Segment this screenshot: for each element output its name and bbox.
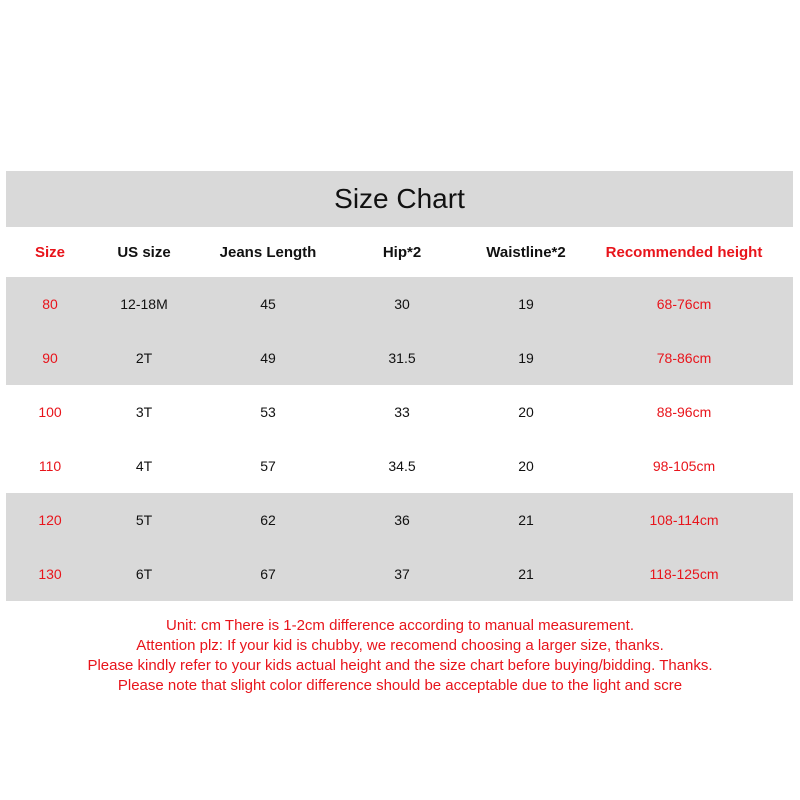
header-waistline: Waistline*2 xyxy=(486,243,566,261)
table-header xyxy=(6,227,793,277)
hip-cell: 34.5 xyxy=(388,458,416,474)
table-row xyxy=(6,277,793,331)
waistline-cell: 19 xyxy=(518,350,534,366)
hip-cell: 37 xyxy=(394,566,410,582)
note-unit: Unit: cm There is 1-2cm difference according to manual measurement. xyxy=(166,617,634,634)
table-row xyxy=(6,439,793,493)
height-cell: 68-76cm xyxy=(656,296,712,312)
us-size-cell: 2T xyxy=(135,350,153,366)
height-cell: 88-96cm xyxy=(656,404,712,420)
us-size-cell: 4T xyxy=(135,458,153,474)
chart-title xyxy=(6,171,793,227)
hip-cell: 31.5 xyxy=(388,350,416,366)
height-cell: 78-86cm xyxy=(656,350,712,366)
us-size-cell: 6T xyxy=(135,566,153,582)
size-chart xyxy=(6,171,793,601)
hip-cell: 36 xyxy=(394,512,410,528)
size-cell: 110 xyxy=(38,458,62,474)
height-cell: 118-125cm xyxy=(649,566,719,582)
table-row xyxy=(6,331,793,385)
jeans-length-cell: 53 xyxy=(260,404,276,420)
note-attention: Attention plz: If your kid is chubby, we recomend choosing a larger size, thanks. xyxy=(136,637,664,654)
header-recommended-height: Recommended height xyxy=(605,243,763,261)
waistline-cell: 20 xyxy=(518,404,534,420)
height-cell: 98-105cm xyxy=(652,458,716,474)
size-cell: 130 xyxy=(38,566,62,582)
hip-cell: 30 xyxy=(394,296,410,312)
size-cell: 80 xyxy=(42,296,58,312)
us-size-cell: 3T xyxy=(135,404,153,420)
header-jeans-length: Jeans Length xyxy=(219,243,317,261)
hip-cell: 33 xyxy=(394,404,410,420)
header-size: Size xyxy=(34,243,65,261)
table-row xyxy=(6,493,793,547)
waistline-cell: 21 xyxy=(518,512,534,528)
note-refer: Please kindly refer to your kids actual height and the size chart before buying/bidding. Thanks. xyxy=(87,657,713,674)
size-cell: 100 xyxy=(38,404,62,420)
jeans-length-cell: 49 xyxy=(260,350,276,366)
us-size-cell: 12-18M xyxy=(120,296,168,312)
jeans-length-cell: 45 xyxy=(260,296,276,312)
chart-title-text: Size Chart xyxy=(334,183,465,214)
table-row xyxy=(6,547,793,601)
header-us-size: US size xyxy=(117,243,171,261)
jeans-length-cell: 57 xyxy=(260,458,276,474)
table-row xyxy=(6,385,793,439)
waistline-cell: 19 xyxy=(518,296,534,312)
note-color: Please note that slight color difference should be acceptable due to the light and scre xyxy=(117,677,683,694)
height-cell: 108-114cm xyxy=(649,512,719,528)
header-hip: Hip*2 xyxy=(382,243,422,261)
jeans-length-cell: 62 xyxy=(260,512,276,528)
waistline-cell: 21 xyxy=(518,566,534,582)
size-cell: 120 xyxy=(38,512,62,528)
jeans-length-cell: 67 xyxy=(260,566,276,582)
size-cell: 90 xyxy=(42,350,58,366)
notes-block xyxy=(0,616,800,696)
us-size-cell: 5T xyxy=(135,512,153,528)
waistline-cell: 20 xyxy=(518,458,534,474)
